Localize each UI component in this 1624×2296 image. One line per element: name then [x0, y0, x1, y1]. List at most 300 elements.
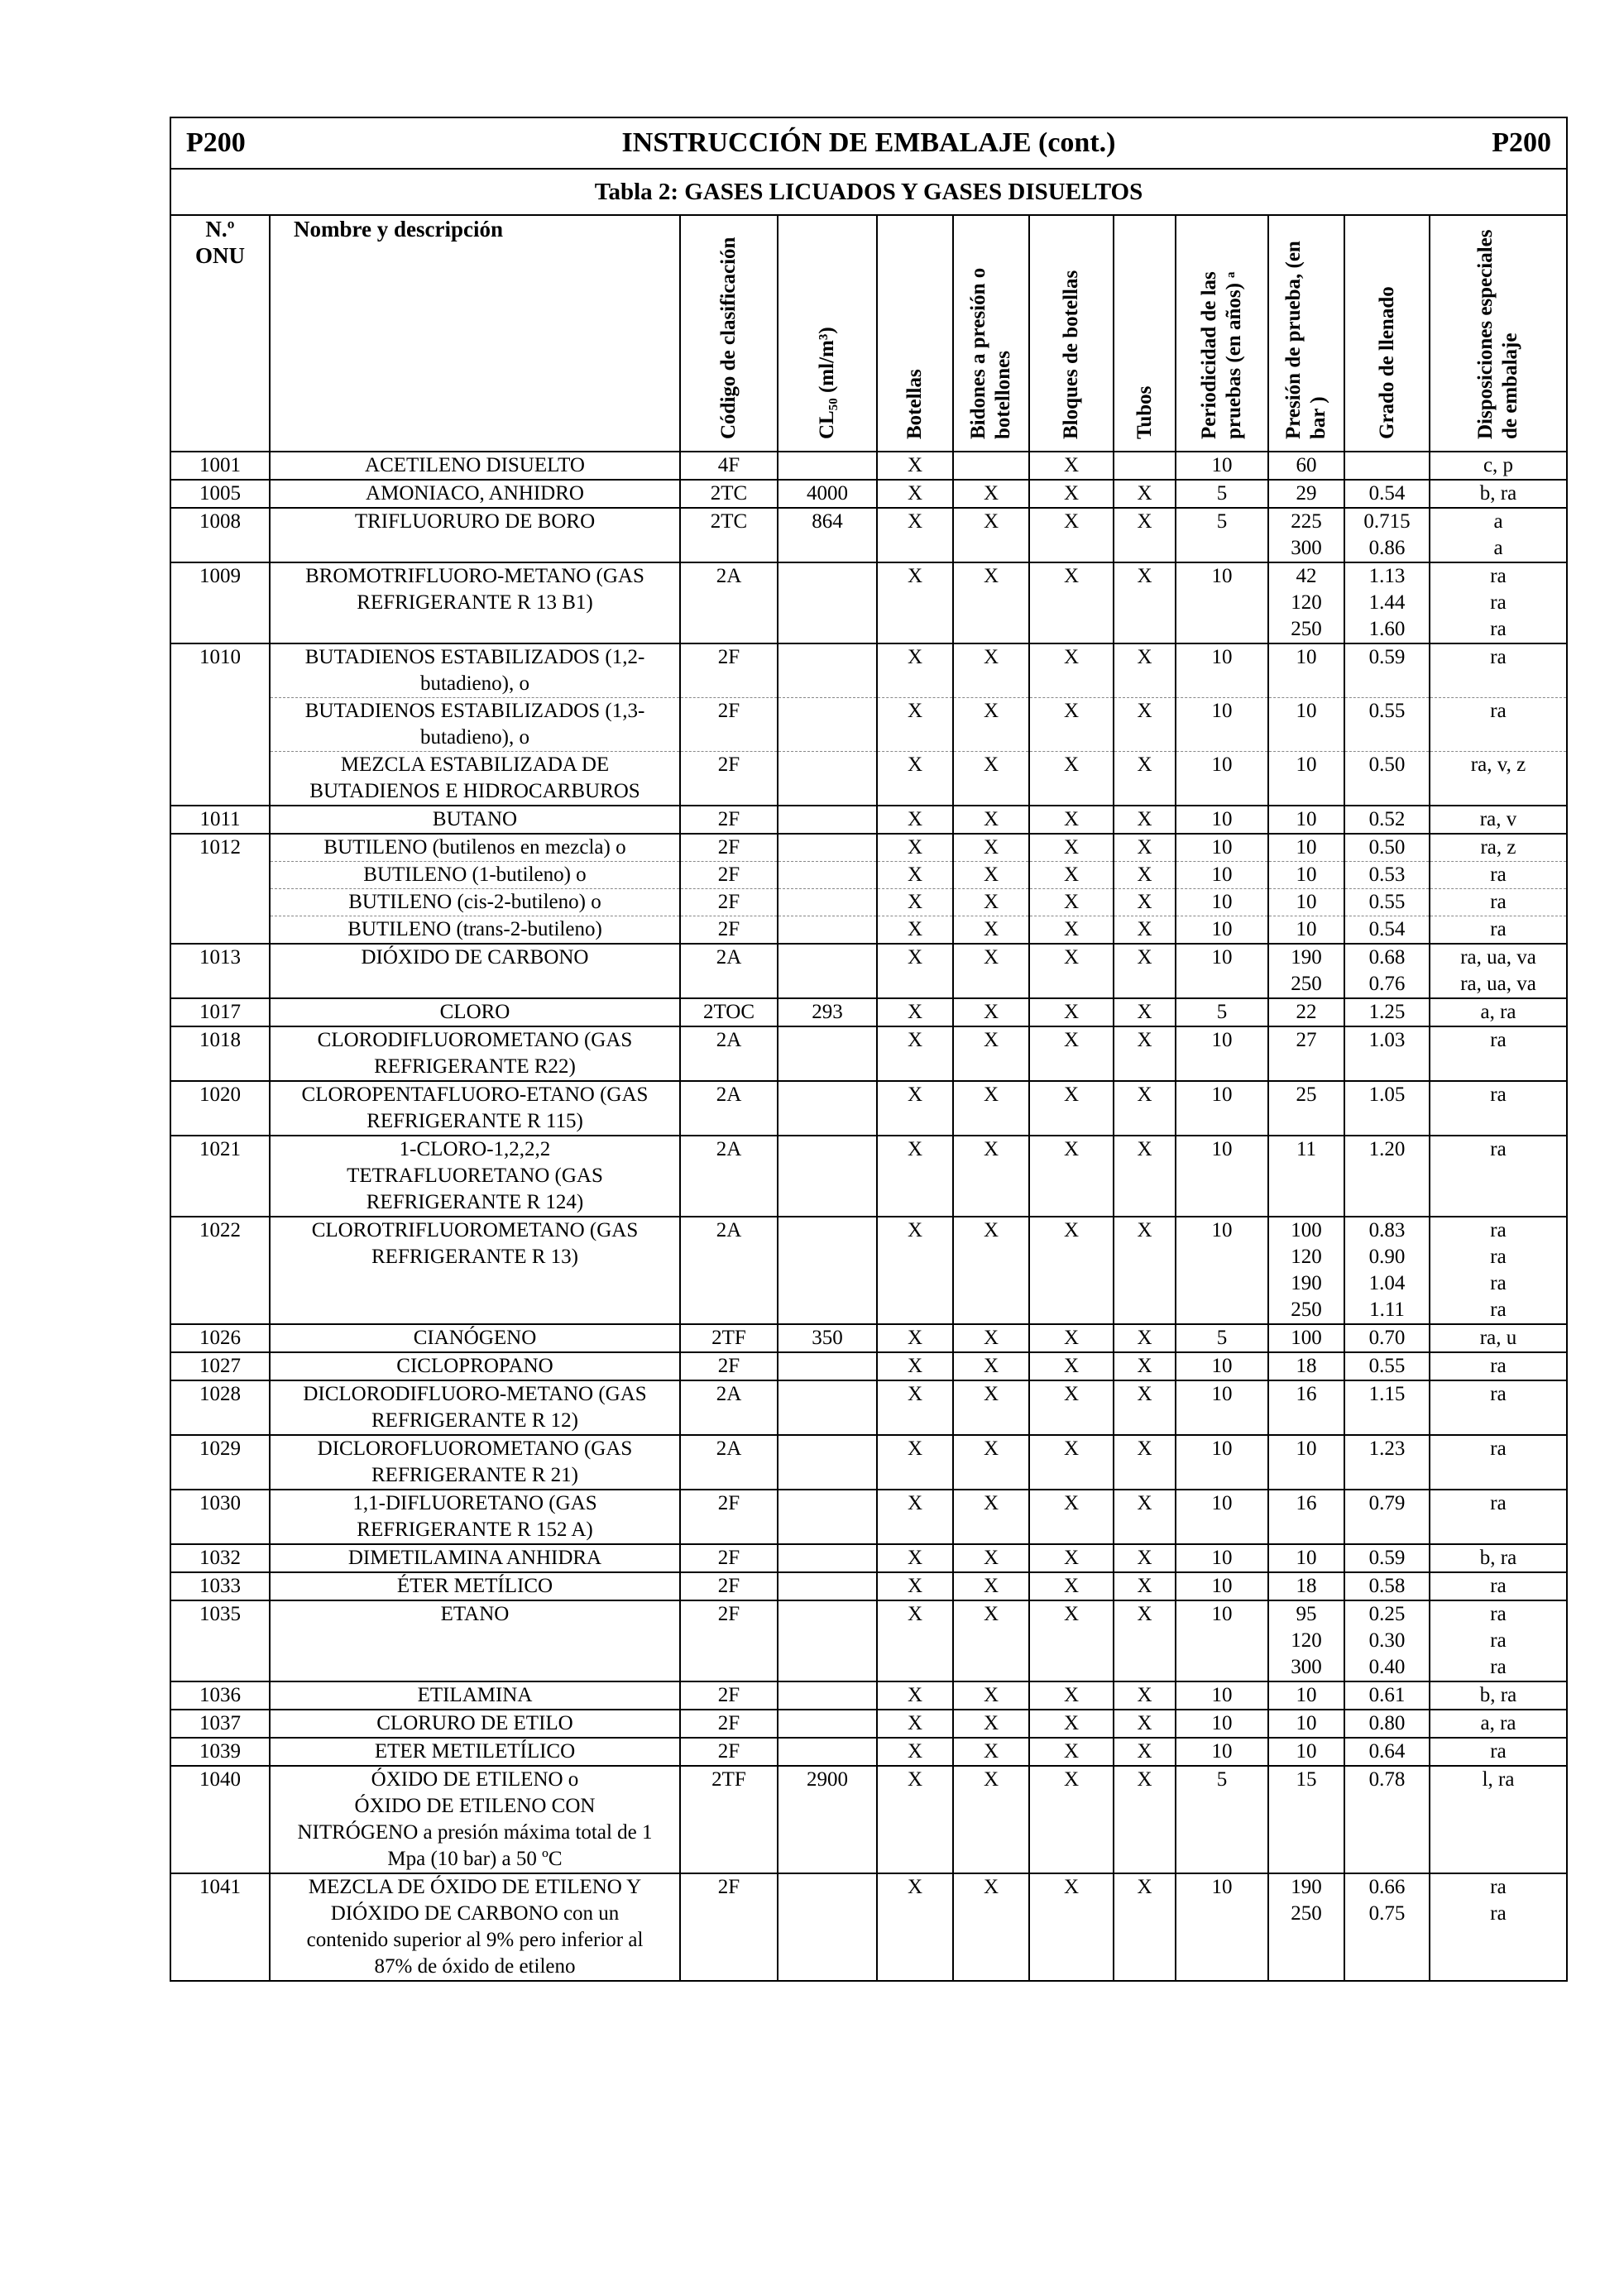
- cell-cl50: [778, 889, 877, 916]
- cell-pres: [1268, 1600, 1344, 1681]
- cell-disp: [1430, 1681, 1567, 1710]
- cell-cod: 2A: [680, 1435, 778, 1490]
- col-header-cod: [680, 215, 778, 452]
- cell-grado-line: 1.23: [1368, 1437, 1406, 1460]
- cell-pres: [1268, 1490, 1344, 1544]
- col-header-blq: [1029, 215, 1114, 452]
- cell-tub: X: [1114, 698, 1176, 752]
- substance-name-line: ETANO: [440, 1603, 510, 1625]
- substance-name: [270, 1572, 680, 1600]
- col-header-disp: [1430, 215, 1567, 452]
- cell-cl50: [778, 944, 877, 998]
- cell-tub: X: [1114, 1435, 1176, 1490]
- cell-disp: [1430, 752, 1567, 806]
- cell-disp-line: ra: [1490, 1355, 1507, 1377]
- cell-per: 10: [1176, 1136, 1268, 1217]
- cell-tub: X: [1114, 1600, 1176, 1681]
- onu-number: 1032: [170, 1544, 270, 1572]
- substance-name-line: DICLORODIFLUORO-METANO (GAS: [303, 1383, 647, 1405]
- cell-pres-line: 18: [1296, 1575, 1317, 1597]
- cell-per: 10: [1176, 806, 1268, 834]
- cell-pres: [1268, 1352, 1344, 1380]
- cell-blq: X: [1029, 1324, 1114, 1352]
- cell-blq: X: [1029, 998, 1114, 1026]
- onu-line-2: ONU: [195, 243, 245, 268]
- cell-bot: X: [877, 1352, 953, 1380]
- cell-disp-line: ra: [1490, 618, 1507, 640]
- substance-name: [270, 1873, 680, 1981]
- cell-cl50: [778, 806, 877, 834]
- cell-blq: X: [1029, 1681, 1114, 1710]
- table-row: [170, 508, 1567, 562]
- substance-name: [270, 1324, 680, 1352]
- cell-disp: [1430, 889, 1567, 916]
- column-headers: [170, 215, 1567, 452]
- cell-pres-line: 10: [1296, 1740, 1317, 1763]
- cell-tub: X: [1114, 480, 1176, 508]
- cell-bid: X: [953, 1572, 1029, 1600]
- cell-bot: X: [877, 944, 953, 998]
- cell-pres: [1268, 998, 1344, 1026]
- table-row: [170, 1490, 1567, 1544]
- cell-cl50: [778, 1681, 877, 1710]
- cell-grado-line: 1.60: [1368, 618, 1406, 640]
- table-row: [170, 643, 1567, 698]
- cell-per: 10: [1176, 1710, 1268, 1738]
- substance-name-line: BROMOTRIFLUORO-METANO (GAS: [305, 565, 644, 587]
- substance-name: [270, 889, 680, 916]
- cell-per: 10: [1176, 1081, 1268, 1136]
- cell-cl50: [778, 1572, 877, 1600]
- cell-cl50: [778, 562, 877, 643]
- cell-grado-line: 0.66: [1368, 1876, 1406, 1898]
- table-row: [170, 752, 1567, 806]
- cell-blq: X: [1029, 1710, 1114, 1738]
- cell-disp-line: ra: [1490, 891, 1507, 913]
- cell-grado-line: 0.55: [1368, 700, 1406, 722]
- cell-grado: [1344, 834, 1430, 862]
- cell-grado: [1344, 643, 1430, 698]
- instruction-header: [170, 117, 1567, 169]
- substance-name: [270, 1490, 680, 1544]
- cell-tub: X: [1114, 998, 1176, 1026]
- cell-cl50: 2900: [778, 1766, 877, 1873]
- cell-pres-line: 18: [1296, 1355, 1317, 1377]
- cell-pres-line: 120: [1291, 1629, 1322, 1652]
- cell-bid: X: [953, 1738, 1029, 1766]
- onu-number: 1036: [170, 1681, 270, 1710]
- cell-tub: X: [1114, 862, 1176, 889]
- cell-cl50: [778, 1490, 877, 1544]
- cell-disp-line: ra, ua, va: [1460, 946, 1536, 969]
- cell-tub: X: [1114, 1544, 1176, 1572]
- cell-disp-line: ra: [1490, 1575, 1507, 1597]
- substance-name-line: AMONIACO, ANHIDRO: [366, 482, 584, 505]
- cell-grado-line: 0.80: [1368, 1712, 1406, 1734]
- substance-name-line: DIMETILAMINA ANHIDRA: [347, 1547, 602, 1569]
- cell-disp-line: l, ra: [1482, 1768, 1515, 1791]
- cell-disp: [1430, 916, 1567, 945]
- cell-per: 5: [1176, 1766, 1268, 1873]
- cell-grado-line: 0.25: [1368, 1603, 1406, 1625]
- cell-per: 10: [1176, 562, 1268, 643]
- cell-grado-line: 0.54: [1368, 482, 1406, 505]
- cell-bid: X: [953, 1766, 1029, 1873]
- cell-blq: X: [1029, 1490, 1114, 1544]
- cell-pres: [1268, 1873, 1344, 1981]
- cell-bot: X: [877, 862, 953, 889]
- cell-bid: X: [953, 1873, 1029, 1981]
- cell-bot: X: [877, 562, 953, 643]
- cell-per: 10: [1176, 1600, 1268, 1681]
- cell-disp-line: ra, v, z: [1470, 753, 1526, 776]
- cell-disp-line: a: [1493, 537, 1503, 559]
- cell-bot: X: [877, 998, 953, 1026]
- cell-disp-line: ra: [1490, 565, 1507, 587]
- cell-cl50: [778, 1435, 877, 1490]
- cell-per: 10: [1176, 944, 1268, 998]
- substance-name-line: ÓXIDO DE ETILENO o: [371, 1768, 579, 1791]
- cell-disp: [1430, 1544, 1567, 1572]
- cell-cod: 2F: [680, 1873, 778, 1981]
- substance-name: [270, 1681, 680, 1710]
- cell-blq: X: [1029, 862, 1114, 889]
- cell-cod: 2F: [680, 806, 778, 834]
- substance-name: [270, 480, 680, 508]
- onu-number: 1005: [170, 480, 270, 508]
- cell-grado-line: 0.53: [1368, 863, 1406, 886]
- cell-bid: X: [953, 1681, 1029, 1710]
- cell-grado: [1344, 806, 1430, 834]
- substance-name-line: REFRIGERANTE R 115): [366, 1110, 583, 1132]
- cell-cod: 2F: [680, 1572, 778, 1600]
- cell-disp: [1430, 806, 1567, 834]
- cell-bid: X: [953, 834, 1029, 862]
- cell-grado-line: 0.40: [1368, 1656, 1406, 1678]
- cell-grado: [1344, 1324, 1430, 1352]
- cell-bot: X: [877, 1544, 953, 1572]
- cell-bid: X: [953, 1380, 1029, 1435]
- cell-bot: X: [877, 480, 953, 508]
- cell-pres-line: 300: [1291, 1656, 1322, 1678]
- cell-grado-line: 0.68: [1368, 946, 1406, 969]
- col-header-per: [1176, 215, 1268, 452]
- cell-bot: X: [877, 1600, 953, 1681]
- cell-pres: [1268, 944, 1344, 998]
- cell-cod: 2F: [680, 1681, 778, 1710]
- cell-tub: X: [1114, 1380, 1176, 1435]
- cell-per: 5: [1176, 508, 1268, 562]
- cell-disp-line: ra, v: [1479, 808, 1517, 830]
- cell-grado: [1344, 480, 1430, 508]
- cell-grado: [1344, 1600, 1430, 1681]
- cell-disp-line: ra: [1490, 1876, 1507, 1898]
- cell-cod: 2F: [680, 1710, 778, 1738]
- cell-cod: 2A: [680, 944, 778, 998]
- cell-grado-line: 0.86: [1368, 537, 1406, 559]
- cell-pres: [1268, 1324, 1344, 1352]
- table-row: [170, 889, 1567, 916]
- cell-disp-line: ra, ua, va: [1460, 973, 1536, 995]
- onu-line-1: N.º: [205, 217, 235, 242]
- cell-tub: X: [1114, 1217, 1176, 1324]
- cell-cl50: 293: [778, 998, 877, 1026]
- cell-bot: X: [877, 698, 953, 752]
- substance-name: [270, 998, 680, 1026]
- substance-name: [270, 752, 680, 806]
- cell-tub: [1114, 452, 1176, 480]
- cell-bot: X: [877, 452, 953, 480]
- cell-bid: X: [953, 889, 1029, 916]
- cell-pres-line: 27: [1296, 1029, 1317, 1051]
- cell-pres-line: 16: [1296, 1383, 1317, 1405]
- substance-name: [270, 1352, 680, 1380]
- cell-bot: X: [877, 1026, 953, 1081]
- cell-pres-line: 10: [1296, 918, 1317, 940]
- onu-number: 1029: [170, 1435, 270, 1490]
- cell-grado: [1344, 1435, 1430, 1490]
- cell-per: 10: [1176, 1681, 1268, 1710]
- cell-cl50: [778, 1710, 877, 1738]
- cell-bot: X: [877, 508, 953, 562]
- cell-pres: [1268, 562, 1344, 643]
- substance-name: [270, 1600, 680, 1681]
- substance-name-line: BUTILENO (1-butileno) o: [363, 863, 587, 886]
- substance-name: [270, 643, 680, 698]
- cell-tub: X: [1114, 1766, 1176, 1873]
- substance-name: [270, 1026, 680, 1081]
- cell-pres-line: 250: [1291, 1902, 1322, 1925]
- cell-tub: X: [1114, 1081, 1176, 1136]
- cell-per: 5: [1176, 480, 1268, 508]
- cell-bot: X: [877, 889, 953, 916]
- packing-instruction-table: [170, 117, 1568, 1982]
- cell-grado-line: 1.11: [1369, 1299, 1405, 1321]
- cell-cod: 2F: [680, 752, 778, 806]
- onu-number: 1027: [170, 1352, 270, 1380]
- cell-bot: X: [877, 834, 953, 862]
- cell-grado: [1344, 1352, 1430, 1380]
- code-left: P200: [186, 127, 246, 158]
- substance-name-line: CLOROTRIFLUOROMETANO (GAS: [311, 1219, 639, 1241]
- cell-pres-line: 250: [1291, 618, 1322, 640]
- cell-disp: [1430, 1380, 1567, 1435]
- cell-bid: X: [953, 698, 1029, 752]
- substance-name-line: ÓXIDO DE ETILENO CON: [354, 1795, 596, 1817]
- onu-number: 1009: [170, 562, 270, 643]
- substance-name-line: BUTADIENOS ESTABILIZADOS (1,3-: [304, 700, 645, 722]
- cell-pres-line: 10: [1296, 863, 1317, 886]
- grado-label: Grado de llenado: [1375, 286, 1398, 439]
- cell-per: 10: [1176, 1873, 1268, 1981]
- substance-name: [270, 1435, 680, 1490]
- cell-tub: X: [1114, 643, 1176, 698]
- cell-cl50: [778, 834, 877, 862]
- cell-pres: [1268, 916, 1344, 945]
- cell-pres: [1268, 1681, 1344, 1710]
- bid-label: Bidones a presión o botellones: [967, 267, 1014, 439]
- cell-pres-line: 250: [1291, 1299, 1322, 1321]
- cell-pres: [1268, 1544, 1344, 1572]
- cell-pres: [1268, 1081, 1344, 1136]
- substance-name: [270, 1136, 680, 1217]
- cell-pres: [1268, 1380, 1344, 1435]
- substance-name-line: 1-CLORO-1,2,2,2: [399, 1138, 551, 1160]
- cell-grado: [1344, 862, 1430, 889]
- cell-cod: 4F: [680, 452, 778, 480]
- onu-number: 1013: [170, 944, 270, 998]
- cell-disp: [1430, 1217, 1567, 1324]
- cell-pres-line: 100: [1291, 1219, 1322, 1241]
- cell-pres: [1268, 1435, 1344, 1490]
- cell-pres: [1268, 698, 1344, 752]
- cell-grado: [1344, 452, 1430, 480]
- col-header-bot: [877, 215, 953, 452]
- cell-pres: [1268, 862, 1344, 889]
- cell-cod: 2F: [680, 834, 778, 862]
- cell-cod: 2TC: [680, 508, 778, 562]
- cell-per: 10: [1176, 452, 1268, 480]
- cell-cod: 2A: [680, 1380, 778, 1435]
- cell-pres-line: 22: [1296, 1001, 1317, 1023]
- cell-pres-line: 225: [1291, 510, 1322, 533]
- table-row: [170, 480, 1567, 508]
- cell-grado: [1344, 562, 1430, 643]
- table-row: [170, 998, 1567, 1026]
- substance-name-line: CLORO: [439, 1001, 510, 1023]
- onu-number: 1037: [170, 1710, 270, 1738]
- cell-pres-line: 100: [1291, 1327, 1322, 1349]
- table-row: [170, 1380, 1567, 1435]
- cell-tub: X: [1114, 1738, 1176, 1766]
- cell-disp: [1430, 643, 1567, 698]
- cell-grado-line: 1.03: [1368, 1029, 1406, 1051]
- onu-number: 1017: [170, 998, 270, 1026]
- cell-bot: X: [877, 1681, 953, 1710]
- substance-name-line: 87% de óxido de etileno: [374, 1955, 576, 1978]
- cell-pres-line: 10: [1296, 646, 1317, 668]
- cell-disp: [1430, 1873, 1567, 1981]
- table-row: [170, 944, 1567, 998]
- cell-blq: X: [1029, 1873, 1114, 1981]
- cell-per: 10: [1176, 916, 1268, 945]
- cell-disp-line: ra: [1490, 1656, 1507, 1678]
- substance-name-line: ETILAMINA: [417, 1684, 533, 1706]
- cell-grado: [1344, 1081, 1430, 1136]
- cell-blq: X: [1029, 1600, 1114, 1681]
- cell-blq: X: [1029, 1380, 1114, 1435]
- table-row: [170, 834, 1567, 862]
- cell-bot: X: [877, 1572, 953, 1600]
- cell-bot: X: [877, 1490, 953, 1544]
- cell-per: 10: [1176, 862, 1268, 889]
- cell-pres-line: 10: [1296, 1437, 1317, 1460]
- cell-pres-line: 190: [1291, 1876, 1322, 1898]
- cell-grado: [1344, 698, 1430, 752]
- table-row: [170, 806, 1567, 834]
- substance-name: [270, 508, 680, 562]
- cell-tub: X: [1114, 1572, 1176, 1600]
- substance-name-line: TETRAFLUORETANO (GAS: [347, 1165, 603, 1187]
- cell-bid: X: [953, 862, 1029, 889]
- cell-disp: [1430, 480, 1567, 508]
- substance-name-line: REFRIGERANTE R 152 A): [357, 1519, 593, 1541]
- cell-cod: 2F: [680, 698, 778, 752]
- substance-name: [270, 944, 680, 998]
- cell-grado: [1344, 1217, 1430, 1324]
- cell-bot: X: [877, 1710, 953, 1738]
- col-header-grado: [1344, 215, 1430, 452]
- cell-disp-line: ra: [1490, 1492, 1507, 1514]
- substance-name-line: DIÓXIDO DE CARBONO: [361, 946, 589, 969]
- cell-grado-line: 0.79: [1368, 1492, 1406, 1514]
- cell-grado: [1344, 998, 1430, 1026]
- cell-pres-line: 10: [1296, 1547, 1317, 1569]
- substance-name: [270, 1380, 680, 1435]
- cell-disp-line: ra: [1490, 918, 1507, 940]
- cell-disp-line: ra: [1490, 700, 1507, 722]
- table-row: [170, 1710, 1567, 1738]
- cell-disp-line: ra: [1490, 1437, 1507, 1460]
- cell-grado-line: 0.59: [1368, 1547, 1406, 1569]
- cell-disp: [1430, 452, 1567, 480]
- cell-disp: [1430, 1738, 1567, 1766]
- cell-blq: X: [1029, 643, 1114, 698]
- instruction-title: INSTRUCCIÓN DE EMBALAJE (cont.): [621, 127, 1116, 158]
- cell-bot: X: [877, 806, 953, 834]
- substance-name-line: REFRIGERANTE R 13 B1): [357, 591, 593, 614]
- cell-bid: X: [953, 562, 1029, 643]
- cell-disp-line: ra: [1490, 1740, 1507, 1763]
- cell-cod: 2TOC: [680, 998, 778, 1026]
- onu-number: [170, 862, 270, 889]
- cell-grado: [1344, 508, 1430, 562]
- col-header-cl50: [778, 215, 877, 452]
- cell-disp: [1430, 698, 1567, 752]
- cell-pres-line: 250: [1291, 973, 1322, 995]
- cell-tub: X: [1114, 916, 1176, 945]
- cell-per: 10: [1176, 1572, 1268, 1600]
- substance-name-line: BUTILENO (trans-2-butileno): [347, 918, 602, 940]
- cell-bid: X: [953, 1324, 1029, 1352]
- cell-bid: X: [953, 1217, 1029, 1324]
- cell-bot: X: [877, 1081, 953, 1136]
- cell-disp-line: a, ra: [1480, 1001, 1516, 1023]
- cell-disp: [1430, 862, 1567, 889]
- cell-bid: X: [953, 643, 1029, 698]
- substance-name: [270, 862, 680, 889]
- cell-cod: 2F: [680, 643, 778, 698]
- cell-bid: X: [953, 1710, 1029, 1738]
- cell-pres-line: 42: [1296, 565, 1317, 587]
- cell-tub: X: [1114, 752, 1176, 806]
- onu-number: 1020: [170, 1081, 270, 1136]
- bot-label: Botellas: [903, 369, 926, 439]
- table-row: [170, 1324, 1567, 1352]
- onu-number: 1022: [170, 1217, 270, 1324]
- cell-bid: X: [953, 1352, 1029, 1380]
- cell-cl50: [778, 916, 877, 945]
- cell-cod: 2F: [680, 1600, 778, 1681]
- substance-name-line: BUTILENO (butilenos en mezcla) o: [323, 836, 626, 859]
- cell-per: 10: [1176, 1352, 1268, 1380]
- cell-blq: X: [1029, 508, 1114, 562]
- cell-cod: 2F: [680, 1490, 778, 1544]
- cell-blq: X: [1029, 1217, 1114, 1324]
- cell-disp-line: ra: [1490, 1219, 1507, 1241]
- onu-number: 1001: [170, 452, 270, 480]
- cell-grado-line: 0.78: [1368, 1768, 1406, 1791]
